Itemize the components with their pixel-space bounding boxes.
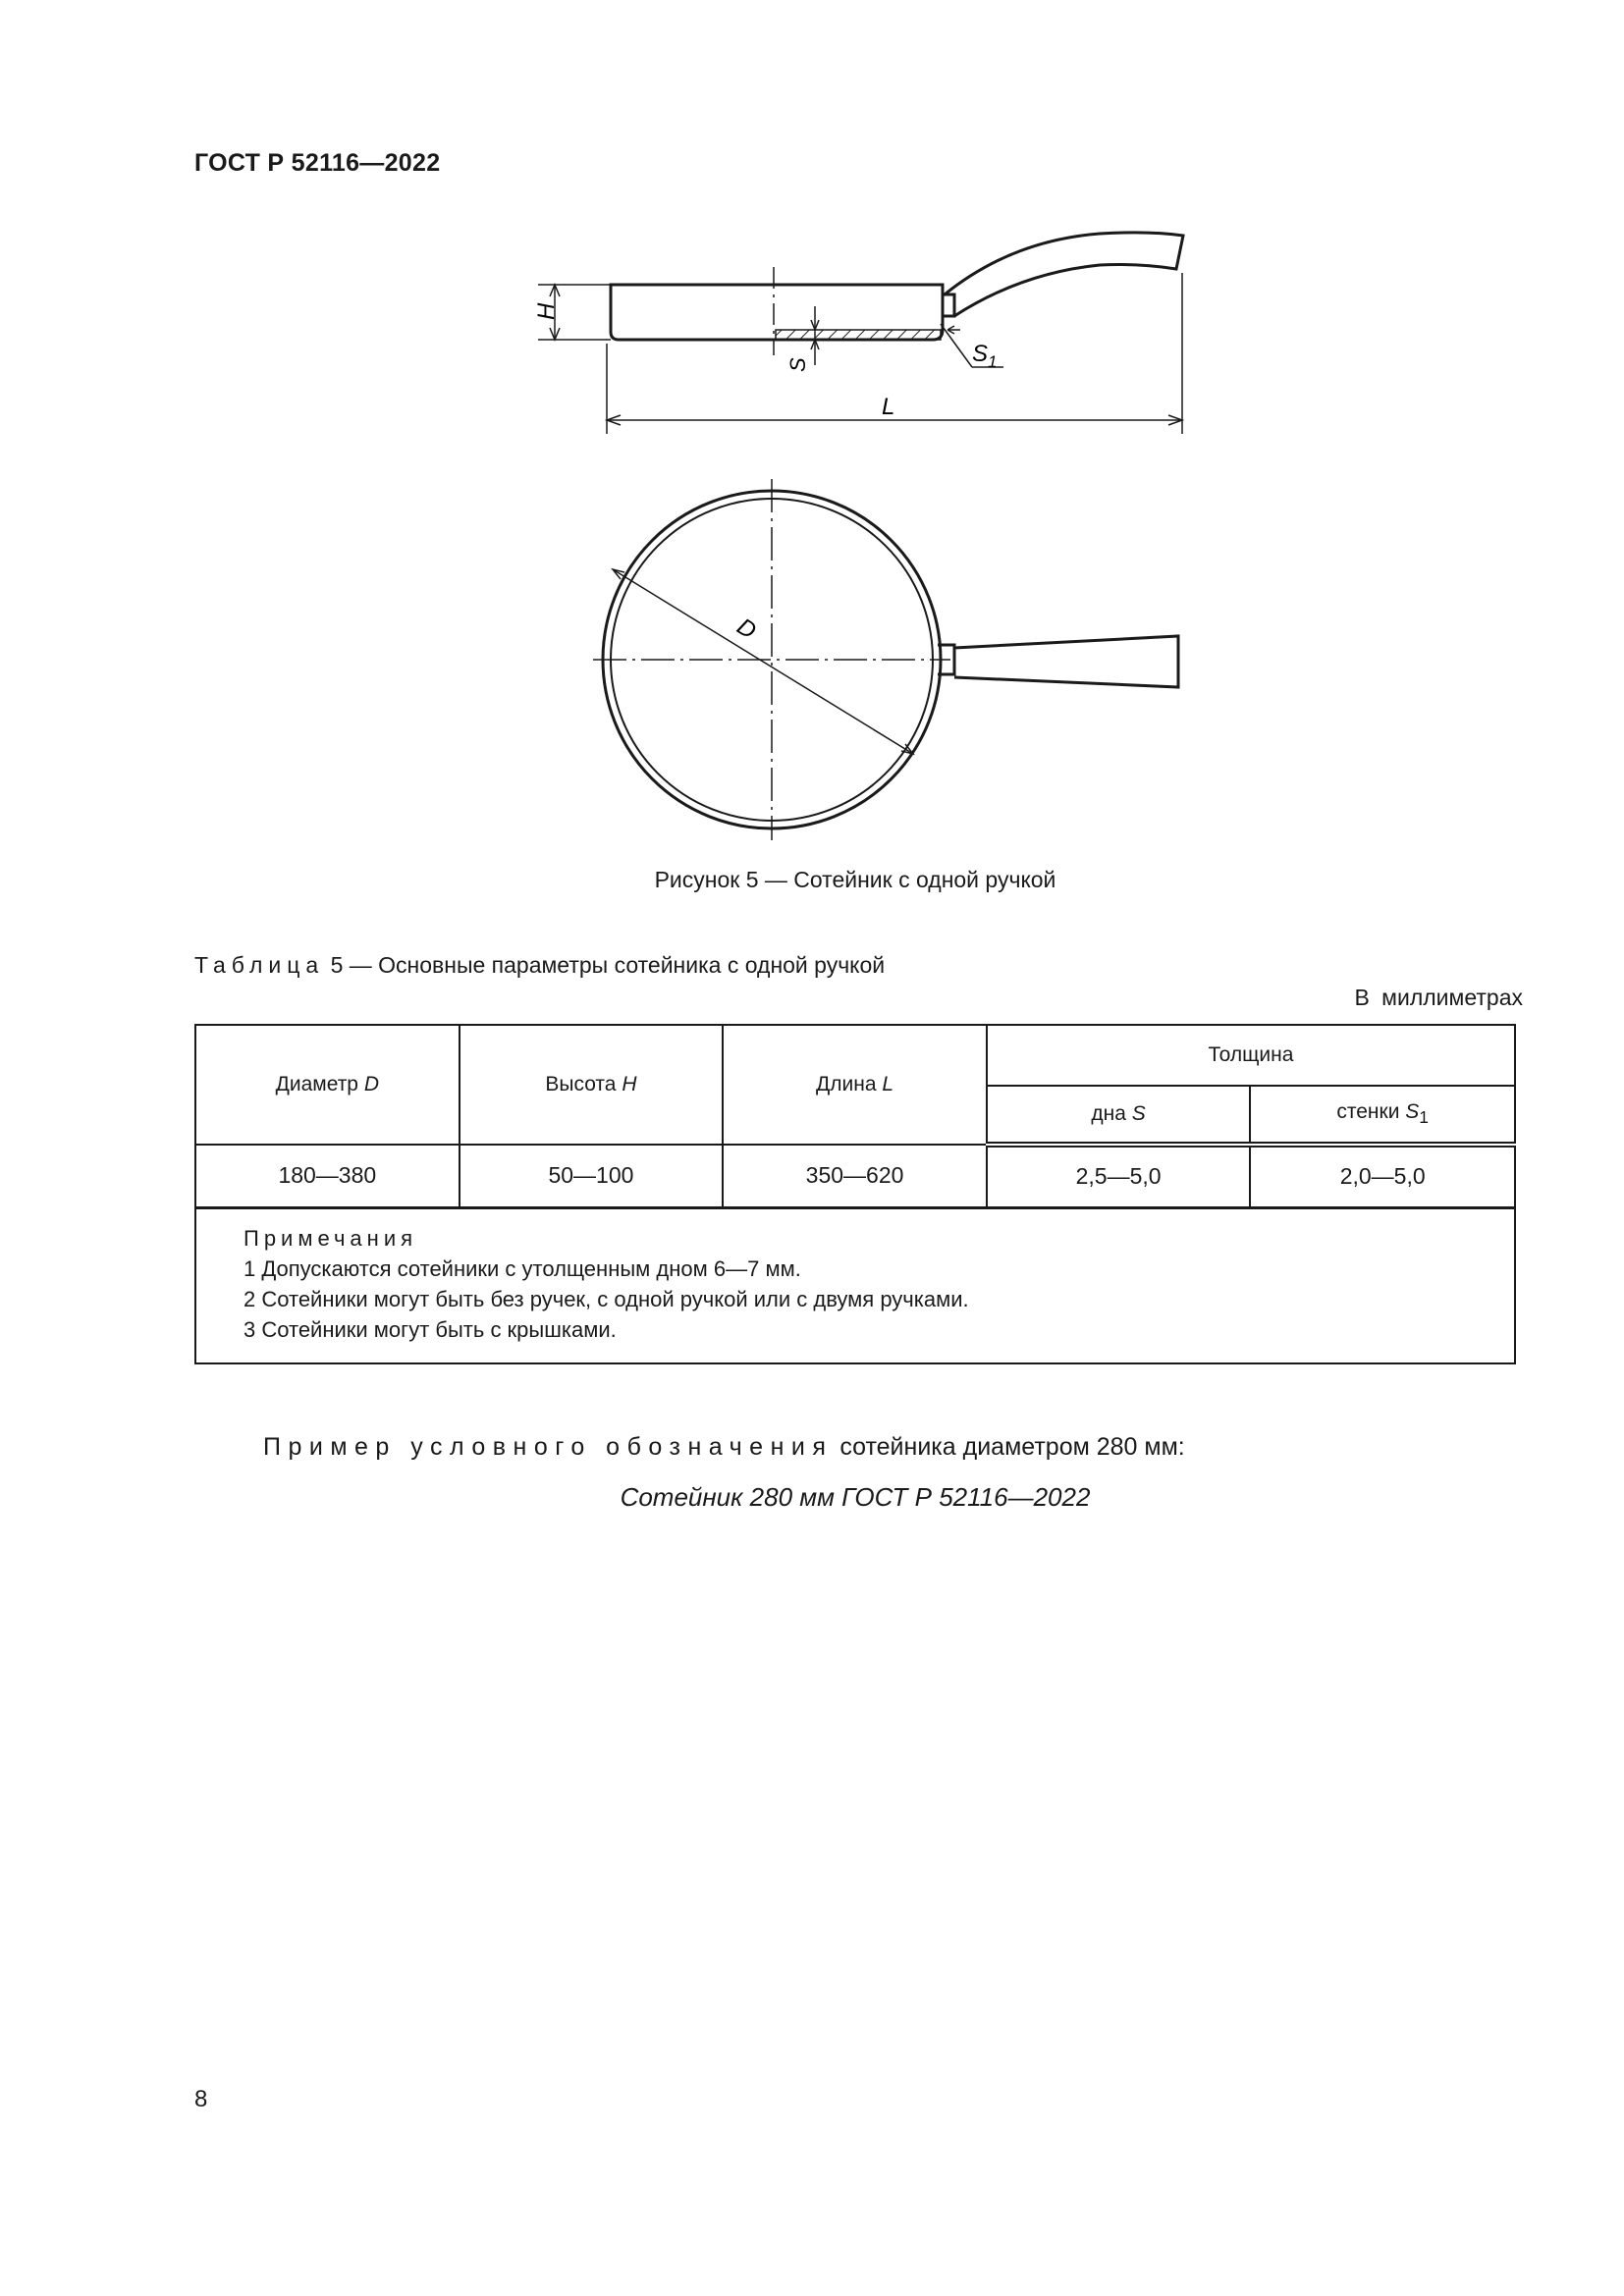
diameter-line xyxy=(613,569,913,754)
table-notes xyxy=(195,1207,1515,1363)
dimension-labels xyxy=(533,302,997,420)
example-paragraph: Пример условного обозначения сотейника диаметром 280 мм: xyxy=(263,1433,1185,1461)
table-row: 180—380 50—100 350—620 2,5—5,0 2,0—5,0 xyxy=(195,1145,1515,1207)
label-d: D xyxy=(731,613,761,645)
col-diameter: Диаметр D xyxy=(195,1025,460,1145)
document-code-header: ГОСТ Р 52116—2022 xyxy=(194,149,441,177)
col-wall: стенки $S_1$ xyxy=(1250,1086,1515,1145)
col-thickness: Толщина xyxy=(987,1025,1515,1086)
col-bottom: дна S xyxy=(987,1086,1251,1145)
note-item: 3 Сотейники могут быть с крышками. xyxy=(244,1316,617,1342)
label-s: S xyxy=(785,357,810,372)
figure-caption: Рисунок 5 — Сотейник с одной ручкой xyxy=(654,867,1056,892)
label-l: L xyxy=(882,394,895,420)
pan-drawing xyxy=(0,0,1624,864)
label-s1: $S_1$ xyxy=(972,341,998,371)
table-title: Таблица 5 — Основные параметры сотейника с одной ручкой xyxy=(194,952,886,978)
note-item: 1 Допускаются сотейники с утолщенным дном 6—7 мм. xyxy=(244,1255,801,1281)
example-designation: Сотейник 280 мм ГОСТ Р 52116—2022 xyxy=(620,1482,1091,1512)
note-item: 2 Сотейники могут быть без ручек, с одной ручкой или с двумя ручками. xyxy=(244,1286,969,1311)
label-h: H xyxy=(533,302,560,320)
pan-side-handle xyxy=(943,294,954,316)
parameters-table xyxy=(194,1024,1516,1364)
notes-heading: Примечания xyxy=(244,1225,418,1251)
page-number: 8 xyxy=(194,2086,208,2112)
col-height: Высота H xyxy=(460,1025,724,1145)
col-length: Длина L xyxy=(723,1025,987,1145)
pan-top-handle xyxy=(938,636,1178,687)
units-note: В миллиметрах xyxy=(1354,985,1523,1010)
pan-bottom-hatch xyxy=(776,330,941,340)
